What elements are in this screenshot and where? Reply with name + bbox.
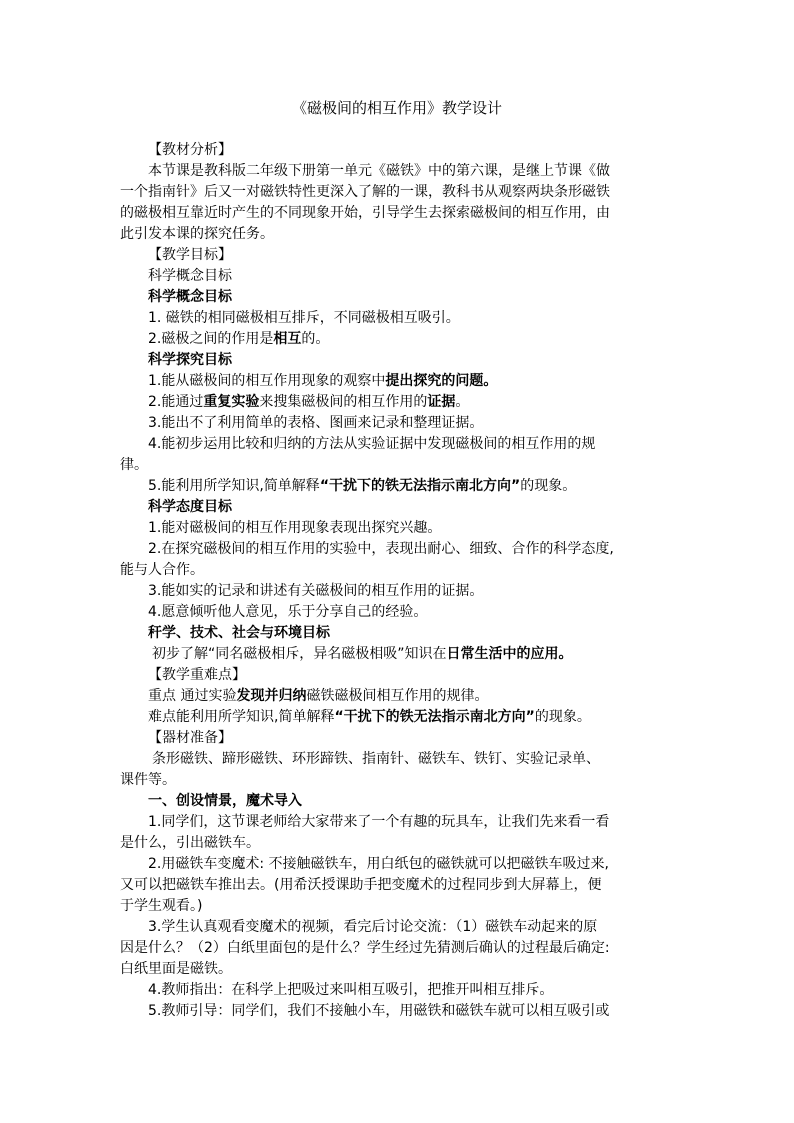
intro-item-2-line-3: 于学生观看。) xyxy=(120,898,203,914)
materials-line-2: 课件等。 xyxy=(120,772,176,788)
key-point-bold: 发现并归纳 xyxy=(236,688,307,704)
inquiry-goal-heading: 科学探究目标 xyxy=(148,352,232,368)
sts-item-bold: 日常生活中的应用。 xyxy=(446,646,573,662)
intro-item-3-line-3: 白纸里面是磁铁。 xyxy=(120,961,232,977)
sts-item-a: 初步了解“同名磁极相斥，异名磁极相吸”知识在 xyxy=(152,646,447,662)
intro-item-1-line-1: 1.同学们，这节课老师给大家带来了一个有趣的玩具车，让我们先来看一看 xyxy=(148,814,610,830)
inquiry-item-2-c: 来搜集磁极间的相互作用的 xyxy=(259,394,428,410)
inquiry-item-2-a: 2.能通过 xyxy=(148,394,204,410)
intro-item-2-line-1: 2.用磁铁车变魔术: 不接触磁铁车，用白纸包的磁铁就可以把磁铁车吸过来, xyxy=(148,856,609,872)
analysis-line-3: 的磁极相互靠近时产生的不同现象开始，引导学生去探索磁极间的相互作用，由 xyxy=(120,205,610,221)
concept-goal-plain: 科学概念目标 xyxy=(148,268,232,284)
intro-item-2-line-2: 又可以把磁铁车推出去。(用希沃授课助手把变魔术的过程同步到大屏幕上，便 xyxy=(120,877,602,893)
attitude-item-3: 3.能如实的记录和讲述有关磁极间的相互作用的证据。 xyxy=(148,583,484,599)
inquiry-item-2-bold-2: 证据 xyxy=(427,394,456,410)
section-heading-goals: 【教学目标】 xyxy=(148,247,232,263)
analysis-line-1: 本节课是教科版二年级下册第一单元《磁铁》中的第六课，是继上节课《做 xyxy=(148,163,610,179)
inquiry-item-4-line-2: 律。 xyxy=(120,457,148,473)
inquiry-item-3: 3.能出不了利用简单的表格、图画来记录和整理证据。 xyxy=(148,415,484,431)
concept-item-2-a: 2.磁极之间的作用是 xyxy=(148,331,274,347)
intro-item-3-line-1: 3.学生认真观看变魔术的视频，看完后讨论交流：（1）磁铁车动起来的原 xyxy=(148,919,598,935)
intro-item-4: 4.教师指出：在科学上把吸过来叫相互吸引，把推开叫相互排斥。 xyxy=(148,982,554,998)
section-heading-analysis: 【教材分析】 xyxy=(148,142,232,158)
inquiry-item-5-c: 的现象。 xyxy=(520,478,577,494)
attitude-item-1: 1.能对磁极间的相互作用现象表现出探究兴趣。 xyxy=(148,520,442,536)
difficult-point-a: 难点能利用所学知识,简单解释 xyxy=(148,709,335,725)
difficult-point-bold: “干扰下的铁无法指示南北方向” xyxy=(334,709,535,725)
inquiry-item-5 xyxy=(148,476,576,496)
inquiry-item-2-e: 。 xyxy=(455,394,470,410)
difficult-point xyxy=(148,707,591,727)
inquiry-item-5-a: 5.能利用所学知识,简单解释 xyxy=(148,478,320,494)
section-heading-key-points: 【教学重难点】 xyxy=(148,667,246,683)
section-heading-intro: 一、创设情景，魔术导入 xyxy=(148,793,302,809)
materials-line-1: 条形磁铁、蹄形磁铁、环形蹄铁、指南针、磁铁车、铁钉、实验记录单、 xyxy=(152,751,600,767)
inquiry-item-2 xyxy=(148,392,469,412)
intro-item-3-line-2: 因是什么？（2）白纸里面包的是什么？学生经过先猜测后确认的过程最后确定: xyxy=(120,940,610,956)
inquiry-item-5-bold: “干扰下的铁无法指示南北方向” xyxy=(319,478,521,494)
inquiry-item-2-bold-1: 重复实验 xyxy=(203,394,260,410)
concept-goal-heading: 科学概念目标 xyxy=(148,289,232,305)
concept-item-2 xyxy=(148,329,329,349)
concept-item-1: 1. 磁铁的相同磁极相互排斥，不同磁极相互吸引。 xyxy=(148,310,460,326)
attitude-goal-heading: 科学态度目标 xyxy=(148,499,232,515)
concept-item-2-c: 的。 xyxy=(301,331,330,347)
document-title: 《磁极间的相互作用》教学设计 xyxy=(291,99,502,117)
sts-goal-heading: 秆学、技术、社会与环境目标 xyxy=(148,625,330,641)
key-point-a: 重点 通过实验 xyxy=(148,688,237,704)
analysis-line-4: 此引发本课的探究任务。 xyxy=(120,226,274,242)
inquiry-item-1-bold: 提出探究的问题。 xyxy=(385,373,498,389)
key-point xyxy=(148,686,488,706)
inquiry-item-1 xyxy=(148,371,497,391)
difficult-point-c: 的现象。 xyxy=(534,709,591,725)
analysis-line-2: 一个指南针》后又一对磁铁特性更深入了解的一课，教科书从观察两块条形磁铁 xyxy=(120,184,610,200)
attitude-item-4: 4.愿意倾听他人意见，乐于分享自己的经验。 xyxy=(148,604,428,620)
key-point-c: 磁铁磁极间相互作用的规律。 xyxy=(306,688,489,704)
attitude-item-2-line-1: 2.在探究磁极间的相互作用的实验中，表现出耐心、细致、合作的科学态度, xyxy=(148,541,614,557)
section-heading-materials: 【器材准备】 xyxy=(148,730,232,746)
concept-item-2-bold: 相互 xyxy=(273,331,302,347)
intro-item-1-line-2: 是什么，引出磁铁车。 xyxy=(120,835,260,851)
sts-item xyxy=(152,644,573,664)
inquiry-item-1-a: 1.能从磁极间的相互作用现象的观察中 xyxy=(148,373,386,389)
inquiry-item-4-line-1: 4.能初步运用比较和归纳的方法从实验证据中发现磁极间的相互作用的规 xyxy=(148,436,596,452)
intro-item-5: 5.教师引导：同学们，我们不接触小车，用磁铁和磁铁车就可以相互吸引或 xyxy=(148,1003,610,1019)
attitude-item-2-line-2: 能与人合作。 xyxy=(120,562,204,578)
